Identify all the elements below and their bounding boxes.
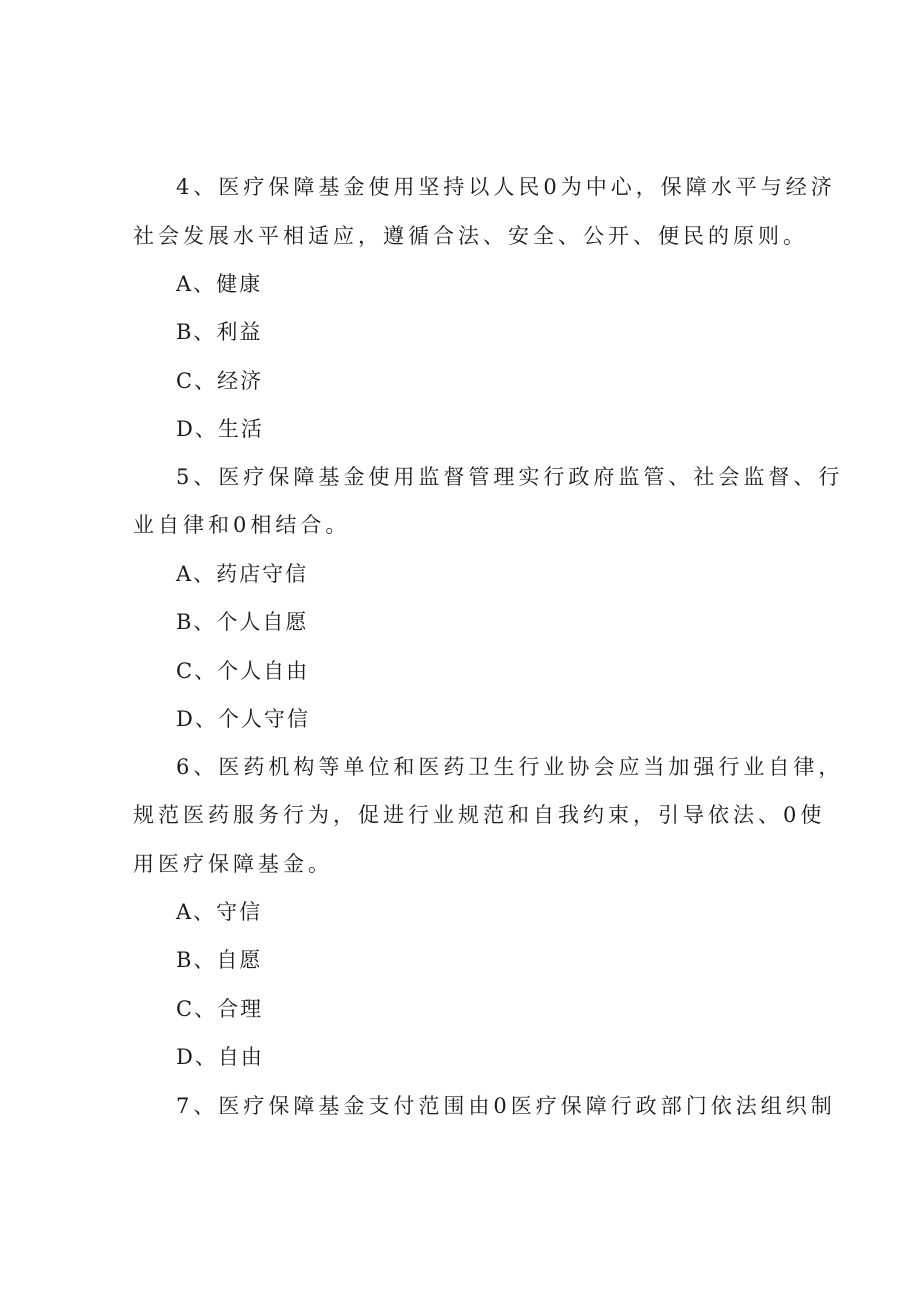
question-6-line-1: 6、医药机构等单位和医药卫生行业协会应当加强行业自律， (176, 755, 844, 779)
question-4-option-a: A、健康 (176, 272, 263, 296)
question-5-option-b: B、个人自愿 (176, 610, 309, 634)
question-4-option-c: C、经济 (176, 369, 264, 393)
question-5-option-d: D、个人守信 (176, 707, 310, 731)
question-4-line-2: 社会发展水平相适应，遵循合法、安全、公开、便民的原则。 (133, 224, 808, 248)
question-4-option-b: B、利益 (176, 320, 263, 344)
question-5-option-c: C、个人自由 (176, 659, 310, 683)
question-6-option-a: A、守信 (176, 900, 263, 924)
question-5-line-1: 5、医疗保障基金使用监督管理实行政府监管、社会监督、行 (176, 465, 844, 489)
question-6-option-c: C、合理 (176, 997, 264, 1021)
question-4-option-d: D、生活 (176, 417, 264, 441)
question-6-line-2: 规范医药服务行为，促进行业规范和自我约束，引导依法、0使 (133, 803, 826, 827)
question-6-option-b: B、自愿 (176, 948, 263, 972)
question-6-line-3: 用医疗保障基金。 (133, 852, 333, 876)
question-4-line-1: 4、医疗保障基金使用坚持以人民0为中心，保障水平与经济 (176, 175, 836, 199)
question-7-line-1: 7、医疗保障基金支付范围由0医疗保障行政部门依法组织制 (176, 1094, 836, 1118)
question-5-option-a: A、药店守信 (176, 562, 309, 586)
question-5-line-2: 业自律和0相结合。 (133, 513, 351, 537)
question-6-option-d: D、自由 (176, 1045, 264, 1069)
